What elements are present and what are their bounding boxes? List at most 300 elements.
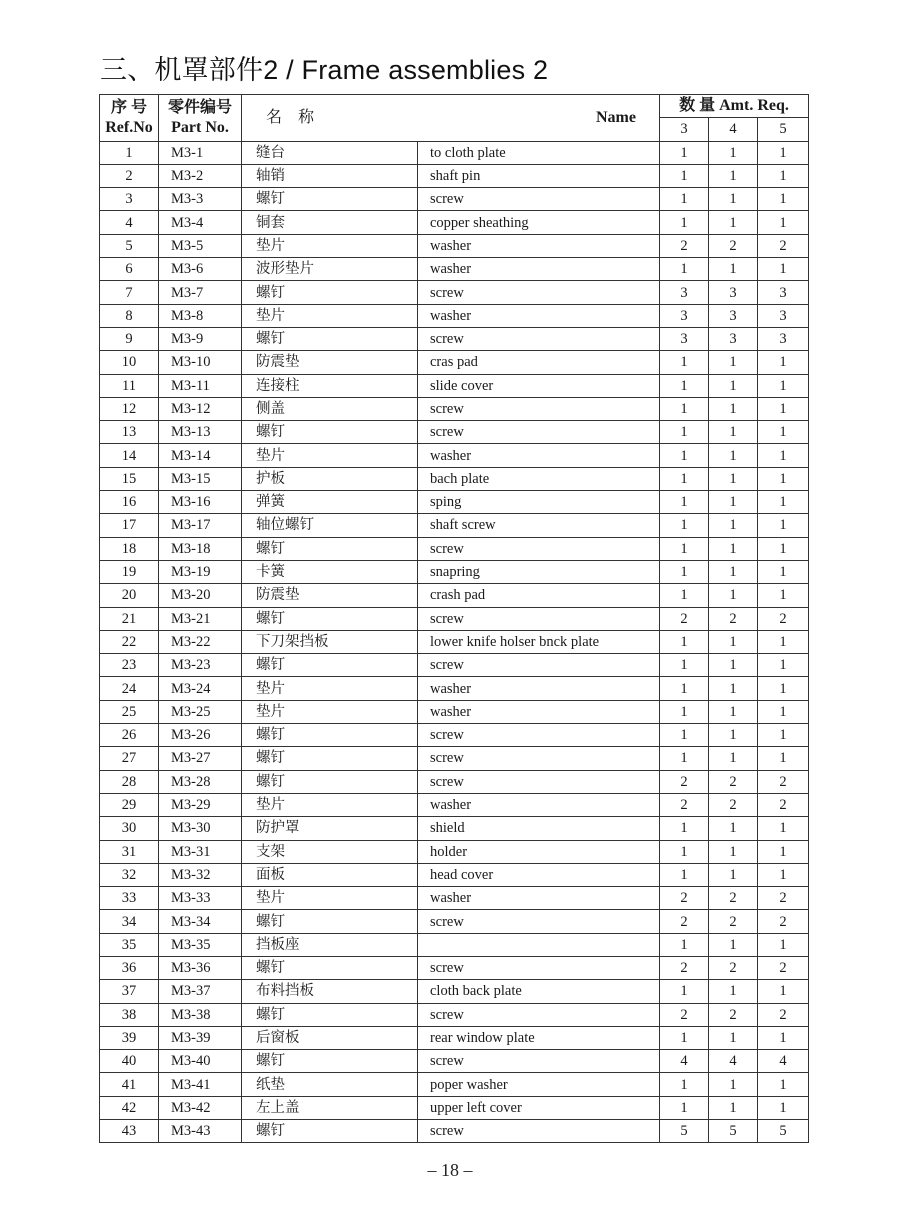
name-cn-cell: 垫片 <box>242 700 418 723</box>
name-en-cell: screw <box>418 607 660 630</box>
amount-5-cell: 1 <box>758 467 809 490</box>
name-en-cell: screw <box>418 1120 660 1143</box>
amount-3-cell: 3 <box>660 304 709 327</box>
part-no-cell: M3-40 <box>159 1050 242 1073</box>
name-cn-cell: 螺钉 <box>242 770 418 793</box>
name-en-cell: screw <box>418 327 660 350</box>
name-en-cell: screw <box>418 397 660 420</box>
table-row <box>100 1096 809 1119</box>
name-cn-cell: 防护罩 <box>242 817 418 840</box>
part-no-cell: M3-28 <box>159 770 242 793</box>
part-no-cell: M3-11 <box>159 374 242 397</box>
ref-no-cell: 3 <box>100 188 159 211</box>
amount-4-cell: 1 <box>709 258 758 281</box>
part-no-cell: M3-26 <box>159 724 242 747</box>
table-row <box>100 397 809 420</box>
amount-5-cell: 1 <box>758 141 809 164</box>
name-en-cell: washer <box>418 258 660 281</box>
part-no-cell: M3-8 <box>159 304 242 327</box>
amount-3-cell: 5 <box>660 1120 709 1143</box>
name-en-cell: screw <box>418 281 660 304</box>
ref-no-cell: 8 <box>100 304 159 327</box>
table-row <box>100 1120 809 1143</box>
name-cn-cell: 螺钉 <box>242 188 418 211</box>
name-en-cell: washer <box>418 444 660 467</box>
amount-3-cell: 4 <box>660 1050 709 1073</box>
name-cn-cell: 垫片 <box>242 793 418 816</box>
ref-no-header <box>100 95 159 142</box>
amount-col-3: 3 <box>660 118 709 141</box>
name-cn-cell: 连接柱 <box>242 374 418 397</box>
amount-5-cell: 2 <box>758 770 809 793</box>
amount-5-cell: 2 <box>758 793 809 816</box>
amount-3-cell: 1 <box>660 491 709 514</box>
amount-5-cell: 1 <box>758 351 809 374</box>
name-en-cell: screw <box>418 747 660 770</box>
name-en-cell: washer <box>418 677 660 700</box>
amount-4-cell: 1 <box>709 1073 758 1096</box>
amount-4-cell: 3 <box>709 327 758 350</box>
amount-3-cell: 1 <box>660 537 709 560</box>
amount-5-cell: 1 <box>758 654 809 677</box>
name-en-cell: rear window plate <box>418 1026 660 1049</box>
amount-4-cell: 2 <box>709 1003 758 1026</box>
amount-5-cell: 1 <box>758 514 809 537</box>
ref-no-cell: 1 <box>100 141 159 164</box>
name-en-cell: head cover <box>418 863 660 886</box>
name-en-cell <box>418 933 660 956</box>
ref-no-cell: 5 <box>100 234 159 257</box>
amount-5-cell: 1 <box>758 374 809 397</box>
part-no-cell: M3-3 <box>159 188 242 211</box>
part-no-cell: M3-27 <box>159 747 242 770</box>
amount-5-cell: 1 <box>758 933 809 956</box>
name-header-en: Name <box>596 108 636 126</box>
amount-5-cell: 1 <box>758 980 809 1003</box>
amount-4-cell: 1 <box>709 817 758 840</box>
table-row <box>100 584 809 607</box>
ref-no-cell: 37 <box>100 980 159 1003</box>
name-cn-cell: 垫片 <box>242 444 418 467</box>
name-en-cell: copper sheathing <box>418 211 660 234</box>
name-en-cell: screw <box>418 537 660 560</box>
amount-5-cell: 1 <box>758 537 809 560</box>
amount-5-cell: 1 <box>758 188 809 211</box>
part-no-header-en: Part No. <box>171 118 229 136</box>
amount-3-cell: 1 <box>660 630 709 653</box>
amount-3-cell: 2 <box>660 234 709 257</box>
amount-3-cell: 2 <box>660 793 709 816</box>
ref-no-cell: 4 <box>100 211 159 234</box>
amount-3-cell: 1 <box>660 444 709 467</box>
name-cn-cell: 布料挡板 <box>242 980 418 1003</box>
ref-no-cell: 42 <box>100 1096 159 1119</box>
ref-no-cell: 33 <box>100 887 159 910</box>
table-row <box>100 980 809 1003</box>
name-cn-cell: 轴销 <box>242 164 418 187</box>
parts-table-body <box>100 141 809 1143</box>
amount-3-cell: 1 <box>660 933 709 956</box>
part-no-cell: M3-12 <box>159 397 242 420</box>
page-title: 三、机罩部件2 / Frame assemblies 2 <box>100 55 549 85</box>
table-row <box>100 258 809 281</box>
part-no-cell: M3-15 <box>159 467 242 490</box>
ref-no-cell: 26 <box>100 724 159 747</box>
name-en-cell: slide cover <box>418 374 660 397</box>
name-cn-cell: 缝台 <box>242 141 418 164</box>
amount-5-cell: 1 <box>758 444 809 467</box>
amount-4-cell: 2 <box>709 607 758 630</box>
name-cn-cell: 螺钉 <box>242 281 418 304</box>
amount-5-cell: 1 <box>758 491 809 514</box>
part-no-cell: M3-4 <box>159 211 242 234</box>
part-no-cell: M3-31 <box>159 840 242 863</box>
amount-5-cell: 2 <box>758 887 809 910</box>
amount-3-cell: 1 <box>660 188 709 211</box>
table-row <box>100 887 809 910</box>
name-cn-cell: 螺钉 <box>242 956 418 979</box>
table-row <box>100 141 809 164</box>
amount-3-cell: 1 <box>660 1026 709 1049</box>
part-no-cell: M3-19 <box>159 560 242 583</box>
name-en-cell: shaft screw <box>418 514 660 537</box>
table-row <box>100 840 809 863</box>
ref-no-cell: 23 <box>100 654 159 677</box>
name-cn-cell: 左上盖 <box>242 1096 418 1119</box>
name-en-cell: cloth back plate <box>418 980 660 1003</box>
ref-no-header-en: Ref.No <box>105 118 153 136</box>
amount-4-cell: 1 <box>709 584 758 607</box>
amount-5-cell: 3 <box>758 304 809 327</box>
amount-4-cell: 1 <box>709 677 758 700</box>
amount-3-cell: 1 <box>660 700 709 723</box>
part-no-cell: M3-1 <box>159 141 242 164</box>
name-cn-cell: 螺钉 <box>242 910 418 933</box>
amount-3-cell: 1 <box>660 560 709 583</box>
part-no-cell: M3-34 <box>159 910 242 933</box>
name-en-cell: shield <box>418 817 660 840</box>
name-cn-cell: 垫片 <box>242 677 418 700</box>
amount-3-cell: 1 <box>660 654 709 677</box>
name-cn-cell: 螺钉 <box>242 607 418 630</box>
amount-4-cell: 1 <box>709 164 758 187</box>
amount-3-cell: 1 <box>660 1073 709 1096</box>
part-no-cell: M3-29 <box>159 793 242 816</box>
amount-4-cell: 1 <box>709 700 758 723</box>
name-en-cell: lower knife holser bnck plate <box>418 630 660 653</box>
name-en-cell: screw <box>418 724 660 747</box>
amount-4-cell: 1 <box>709 397 758 420</box>
table-row <box>100 421 809 444</box>
amount-4-cell: 1 <box>709 1096 758 1119</box>
amount-3-cell: 1 <box>660 374 709 397</box>
part-no-cell: M3-7 <box>159 281 242 304</box>
ref-no-cell: 19 <box>100 560 159 583</box>
ref-no-cell: 22 <box>100 630 159 653</box>
name-cn-cell: 螺钉 <box>242 327 418 350</box>
amount-3-cell: 1 <box>660 863 709 886</box>
name-cn-cell: 波形垫片 <box>242 258 418 281</box>
amount-3-cell: 2 <box>660 770 709 793</box>
name-en-cell: screw <box>418 1050 660 1073</box>
amount-5-cell: 3 <box>758 327 809 350</box>
amount-5-cell: 2 <box>758 910 809 933</box>
table-row <box>100 654 809 677</box>
part-no-cell: M3-33 <box>159 887 242 910</box>
ref-no-cell: 11 <box>100 374 159 397</box>
ref-no-cell: 20 <box>100 584 159 607</box>
name-cn-cell: 垫片 <box>242 234 418 257</box>
amount-4-cell: 1 <box>709 514 758 537</box>
amount-5-cell: 2 <box>758 956 809 979</box>
amount-5-cell: 1 <box>758 677 809 700</box>
amount-5-cell: 5 <box>758 1120 809 1143</box>
ref-no-cell: 30 <box>100 817 159 840</box>
amount-5-cell: 3 <box>758 281 809 304</box>
amount-3-cell: 2 <box>660 956 709 979</box>
table-row <box>100 793 809 816</box>
amount-3-cell: 1 <box>660 584 709 607</box>
amount-3-cell: 1 <box>660 747 709 770</box>
ref-no-cell: 21 <box>100 607 159 630</box>
part-no-cell: M3-30 <box>159 817 242 840</box>
name-cn-cell: 螺钉 <box>242 537 418 560</box>
ref-no-cell: 24 <box>100 677 159 700</box>
part-no-header-cn: 零件编号 <box>167 98 232 116</box>
part-no-cell: M3-23 <box>159 654 242 677</box>
amount-3-cell: 1 <box>660 351 709 374</box>
name-cn-cell: 铜套 <box>242 211 418 234</box>
amount-5-cell: 1 <box>758 560 809 583</box>
name-cn-cell: 螺钉 <box>242 724 418 747</box>
ref-no-cell: 15 <box>100 467 159 490</box>
name-cn-cell: 卡簧 <box>242 560 418 583</box>
table-row <box>100 747 809 770</box>
name-cn-cell: 轴位螺钉 <box>242 514 418 537</box>
ref-no-header-cn: 序 号 <box>110 98 147 116</box>
amount-4-cell: 1 <box>709 374 758 397</box>
amount-4-cell: 1 <box>709 724 758 747</box>
amount-5-cell: 1 <box>758 817 809 840</box>
name-en-cell: to cloth plate <box>418 141 660 164</box>
ref-no-cell: 31 <box>100 840 159 863</box>
part-no-cell: M3-22 <box>159 630 242 653</box>
part-no-cell: M3-2 <box>159 164 242 187</box>
amount-3-cell: 1 <box>660 211 709 234</box>
ref-no-cell: 25 <box>100 700 159 723</box>
amount-4-cell: 1 <box>709 211 758 234</box>
amount-4-cell: 3 <box>709 304 758 327</box>
name-cn-cell: 面板 <box>242 863 418 886</box>
ref-no-cell: 43 <box>100 1120 159 1143</box>
ref-no-cell: 16 <box>100 491 159 514</box>
amount-4-cell: 2 <box>709 910 758 933</box>
amount-3-cell: 1 <box>660 258 709 281</box>
name-cn-cell: 防震垫 <box>242 351 418 374</box>
amount-3-cell: 1 <box>660 677 709 700</box>
part-no-cell: M3-9 <box>159 327 242 350</box>
name-en-cell: holder <box>418 840 660 863</box>
ref-no-cell: 29 <box>100 793 159 816</box>
amount-5-cell: 2 <box>758 234 809 257</box>
part-no-cell: M3-16 <box>159 491 242 514</box>
name-en-cell: poper washer <box>418 1073 660 1096</box>
amount-3-cell: 1 <box>660 1096 709 1119</box>
parts-table <box>99 94 809 1143</box>
table-row <box>100 1003 809 1026</box>
ref-no-cell: 40 <box>100 1050 159 1073</box>
amount-4-cell: 1 <box>709 630 758 653</box>
ref-no-cell: 7 <box>100 281 159 304</box>
amount-3-cell: 1 <box>660 141 709 164</box>
name-en-cell: washer <box>418 887 660 910</box>
amount-5-cell: 2 <box>758 607 809 630</box>
amount-4-cell: 1 <box>709 141 758 164</box>
name-cn-cell: 挡板座 <box>242 933 418 956</box>
amount-4-cell: 1 <box>709 840 758 863</box>
name-en-cell: sping <box>418 491 660 514</box>
name-en-cell: snapring <box>418 560 660 583</box>
table-row <box>100 537 809 560</box>
amount-4-cell: 1 <box>709 537 758 560</box>
amount-4-cell: 1 <box>709 351 758 374</box>
amount-4-cell: 1 <box>709 933 758 956</box>
amount-3-cell: 1 <box>660 421 709 444</box>
table-row <box>100 677 809 700</box>
amount-4-cell: 4 <box>709 1050 758 1073</box>
amount-5-cell: 1 <box>758 1073 809 1096</box>
amount-3-cell: 1 <box>660 467 709 490</box>
amount-3-cell: 1 <box>660 724 709 747</box>
name-en-cell: shaft pin <box>418 164 660 187</box>
ref-no-cell: 6 <box>100 258 159 281</box>
table-row <box>100 304 809 327</box>
name-cn-cell: 护板 <box>242 467 418 490</box>
ref-no-cell: 28 <box>100 770 159 793</box>
amount-5-cell: 1 <box>758 584 809 607</box>
amount-4-cell: 1 <box>709 980 758 1003</box>
amount-5-cell: 4 <box>758 1050 809 1073</box>
table-row <box>100 724 809 747</box>
amount-4-cell: 2 <box>709 234 758 257</box>
table-row <box>100 351 809 374</box>
amount-4-cell: 1 <box>709 747 758 770</box>
name-cn-cell: 螺钉 <box>242 747 418 770</box>
amount-4-cell: 1 <box>709 491 758 514</box>
name-en-cell: screw <box>418 770 660 793</box>
name-cn-cell: 后窗板 <box>242 1026 418 1049</box>
name-en-cell: washer <box>418 234 660 257</box>
part-no-cell: M3-20 <box>159 584 242 607</box>
ref-no-cell: 13 <box>100 421 159 444</box>
name-cn-cell: 螺钉 <box>242 1050 418 1073</box>
name-en-cell: screw <box>418 956 660 979</box>
ref-no-cell: 12 <box>100 397 159 420</box>
part-no-cell: M3-13 <box>159 421 242 444</box>
part-no-cell: M3-21 <box>159 607 242 630</box>
amount-3-cell: 1 <box>660 980 709 1003</box>
part-no-cell: M3-35 <box>159 933 242 956</box>
table-row <box>100 863 809 886</box>
table-row <box>100 700 809 723</box>
amount-4-cell: 1 <box>709 444 758 467</box>
table-row <box>100 1026 809 1049</box>
name-cn-cell: 垫片 <box>242 887 418 910</box>
table-row <box>100 467 809 490</box>
name-en-cell: upper left cover <box>418 1096 660 1119</box>
part-no-cell: M3-6 <box>159 258 242 281</box>
amount-5-cell: 1 <box>758 1096 809 1119</box>
part-no-cell: M3-10 <box>159 351 242 374</box>
amount-4-cell: 2 <box>709 887 758 910</box>
amount-3-cell: 3 <box>660 327 709 350</box>
amount-3-cell: 1 <box>660 397 709 420</box>
table-row <box>100 607 809 630</box>
name-cn-cell: 垫片 <box>242 304 418 327</box>
name-en-cell: screw <box>418 654 660 677</box>
amount-4-cell: 2 <box>709 956 758 979</box>
ref-no-cell: 27 <box>100 747 159 770</box>
part-no-cell: M3-37 <box>159 980 242 1003</box>
amount-5-cell: 1 <box>758 840 809 863</box>
amount-4-cell: 2 <box>709 793 758 816</box>
part-no-cell: M3-14 <box>159 444 242 467</box>
amount-5-cell: 1 <box>758 397 809 420</box>
part-no-cell: M3-32 <box>159 863 242 886</box>
amount-3-cell: 2 <box>660 1003 709 1026</box>
table-row <box>100 374 809 397</box>
part-no-cell: M3-38 <box>159 1003 242 1026</box>
name-en-cell: washer <box>418 793 660 816</box>
ref-no-cell: 34 <box>100 910 159 933</box>
amount-5-cell: 2 <box>758 1003 809 1026</box>
name-header <box>242 95 660 142</box>
amount-4-cell: 1 <box>709 1026 758 1049</box>
name-cn-cell: 支架 <box>242 840 418 863</box>
name-en-cell: bach plate <box>418 467 660 490</box>
part-no-cell: M3-5 <box>159 234 242 257</box>
amount-4-cell: 5 <box>709 1120 758 1143</box>
amount-3-cell: 1 <box>660 514 709 537</box>
amount-4-cell: 1 <box>709 467 758 490</box>
table-row <box>100 164 809 187</box>
name-header-cn: 名 称 <box>266 108 315 126</box>
part-no-cell: M3-25 <box>159 700 242 723</box>
amount-4-cell: 3 <box>709 281 758 304</box>
ref-no-cell: 35 <box>100 933 159 956</box>
table-row <box>100 1050 809 1073</box>
part-no-cell: M3-42 <box>159 1096 242 1119</box>
amount-4-cell: 2 <box>709 770 758 793</box>
name-en-cell: screw <box>418 188 660 211</box>
part-no-cell: M3-24 <box>159 677 242 700</box>
ref-no-cell: 2 <box>100 164 159 187</box>
table-row <box>100 630 809 653</box>
name-cn-cell: 螺钉 <box>242 421 418 444</box>
table-row <box>100 188 809 211</box>
table-row <box>100 1073 809 1096</box>
table-row <box>100 234 809 257</box>
name-en-cell: screw <box>418 910 660 933</box>
amount-5-cell: 1 <box>758 700 809 723</box>
table-row <box>100 211 809 234</box>
ref-no-cell: 39 <box>100 1026 159 1049</box>
amount-4-cell: 1 <box>709 421 758 444</box>
part-no-cell: M3-17 <box>159 514 242 537</box>
ref-no-cell: 41 <box>100 1073 159 1096</box>
ref-no-cell: 36 <box>100 956 159 979</box>
name-en-cell: washer <box>418 700 660 723</box>
